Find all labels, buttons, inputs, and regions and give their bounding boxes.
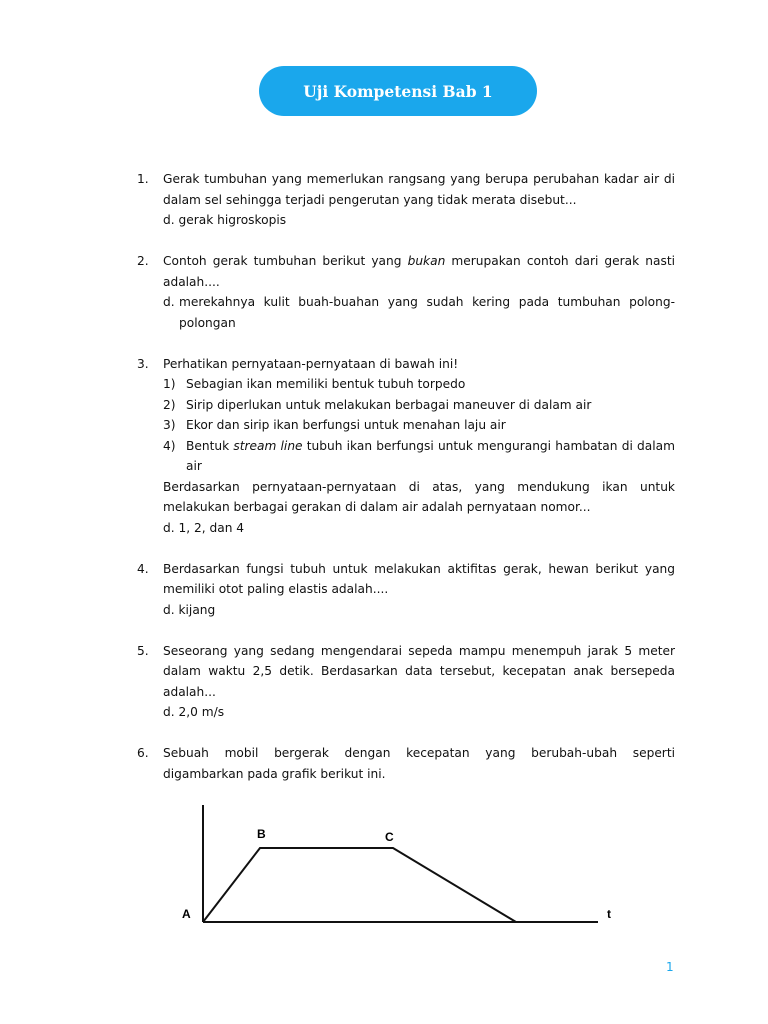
question-number: 3. — [137, 356, 149, 371]
title-banner — [259, 66, 537, 116]
question-text: Perhatikan pernyataan-pernyataan di bawah ini! — [163, 356, 459, 371]
question-number: 1. — [137, 172, 149, 186]
label-c: C — [385, 830, 394, 844]
question-number: 2. — [137, 254, 149, 268]
label-b: B — [257, 827, 266, 841]
question-text: Contoh gerak tumbuhan berikut yang bukan merupakan contoh dari gerak nasti adalah.... — [163, 254, 675, 289]
question-text: Seseorang yang sedang mengendarai sepeda mampu menempuh jarak 5 meter dalam waktu 2,5 detik. Berdasarkan data tersebut, kecepatan anak bersepeda adalah... — [163, 643, 675, 699]
answer: d. kijang — [163, 602, 216, 617]
answer — [163, 292, 675, 333]
statement-item: 2) Sirip diperlukan untuk melakukan berbagai maneuver di dalam air — [163, 397, 592, 412]
question-5 — [137, 641, 675, 723]
question-text: Gerak tumbuhan yang memerlukan rangsang yang berupa perubahan kadar air di dalam sel sehingga terjadi pengerutan yang tidak merata disebut... — [163, 172, 675, 207]
question-1 — [137, 169, 675, 231]
page-title: Uji Kompetensi Bab 1 — [303, 81, 493, 101]
statement-item: 4) Bentuk stream line tubuh ikan berfungsi untuk mengurangi hambatan di dalam air — [163, 438, 675, 473]
question-number: 6. — [137, 746, 149, 760]
question-number: 4. — [137, 561, 149, 576]
question-text: Berdasarkan fungsi tubuh untuk melakukan aktifitas gerak, hewan berikut yang memiliki otot paling elastis adalah.... — [163, 561, 675, 596]
graph-line — [203, 848, 516, 922]
answer: d. gerak higroskopis — [163, 213, 287, 227]
question-conclusion: Berdasarkan pernyataan-pernyataan di atas, yang mendukung ikan untuk melakukan berbagai gerakan di dalam air adalah pernyataan nomor... — [163, 479, 675, 514]
label-a: A — [182, 907, 191, 921]
statement-item: 1) Sebagian ikan memiliki bentuk tubuh torpedo — [163, 377, 466, 391]
question-6 — [137, 743, 675, 784]
question-3 — [137, 354, 675, 539]
question-4 — [137, 559, 675, 621]
emphasis-text: bukan — [407, 254, 446, 268]
answer-text: merekahnya kulit buah-buahan yang sudah kering pada tumbuhan polong-polongan — [179, 295, 675, 330]
answer: d. 2,0 m/s — [163, 705, 225, 719]
answer-letter: d. — [163, 295, 175, 309]
label-t: t — [607, 907, 611, 921]
page-number: 1 — [666, 960, 674, 974]
question-number: 5. — [137, 643, 149, 658]
question-2 — [137, 251, 675, 333]
speed-graph — [178, 800, 618, 930]
question-list — [137, 169, 675, 805]
answer: d. 1, 2, dan 4 — [163, 520, 245, 535]
question-text: Sebuah mobil bergerak dengan kecepatan yang berubah-ubah seperti digambarkan pada grafik berikut ini. — [163, 746, 675, 781]
statement-item: 3) Ekor dan sirip ikan berfungsi untuk menahan laju air — [163, 418, 506, 432]
